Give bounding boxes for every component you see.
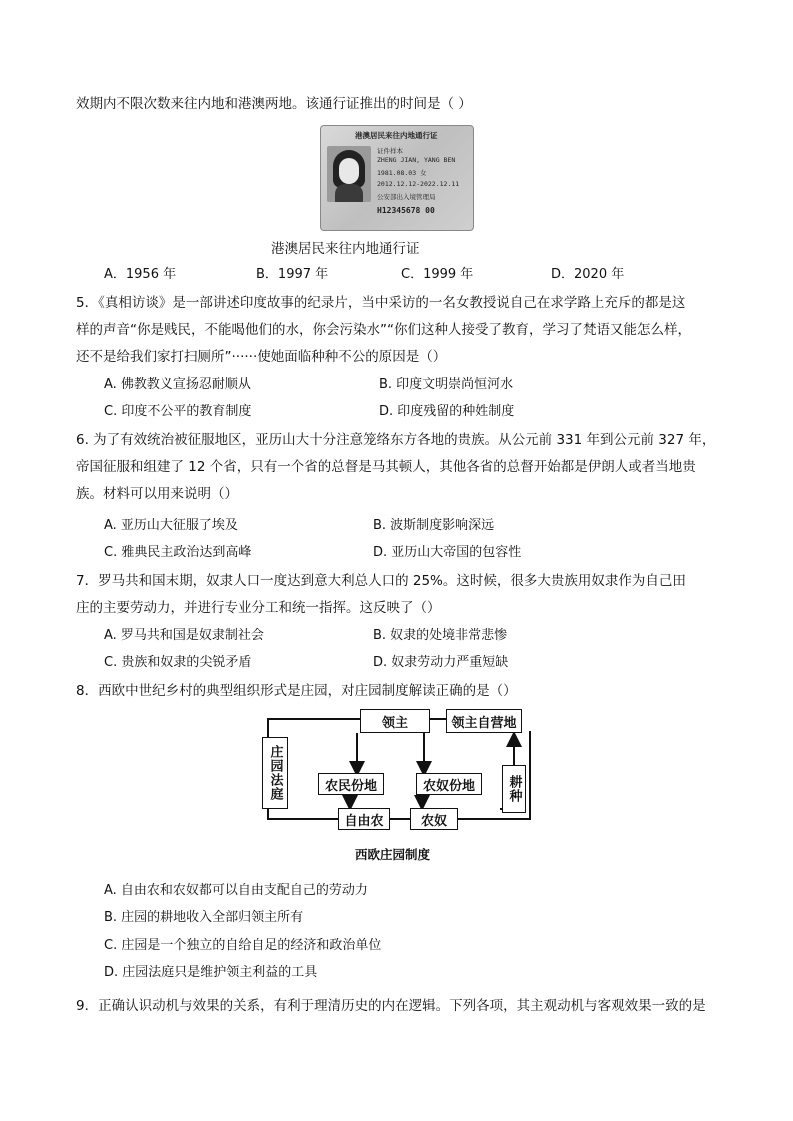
q4-option-b[interactable]: B．1997 年 xyxy=(256,267,329,282)
portrait-photo xyxy=(327,146,371,202)
card-line-2: ZHENG JIAN, YANG BEN xyxy=(377,156,456,164)
card-header: 港澳居民来往内地通行证 xyxy=(355,131,438,140)
q6-option-c[interactable]: C. 雅典民主政治达到高峰 xyxy=(104,545,252,560)
q6-option-a[interactable]: A. 亚历山大征服了埃及 xyxy=(104,518,238,533)
diagram-free-peasant: 自由农 xyxy=(338,808,390,830)
q7-option-b[interactable]: B. 奴隶的处境非常悲惨 xyxy=(373,628,508,643)
manor-system-diagram xyxy=(262,707,539,835)
q6-stem-line-2: 帝国征服和组建了 12 个省，只有一个省的总督是马其顿人，其他各省的总督开始都是伊朗人或者当地贵 xyxy=(76,459,696,475)
q7-option-a[interactable]: A. 罗马共和国是奴隶制社会 xyxy=(104,628,264,643)
q6-option-b[interactable]: B. 波斯制度影响深远 xyxy=(373,518,495,533)
q4-option-c[interactable]: C．1999 年 xyxy=(401,267,474,282)
q8-stem: 8．西欧中世纪乡村的典型组织形式是庄园，对庄园制度解读正确的是（） xyxy=(76,683,517,699)
q5-option-b[interactable]: B. 印度文明崇尚恒河水 xyxy=(379,377,514,392)
q5-option-c[interactable]: C. 印度不公平的教育制度 xyxy=(104,404,252,419)
q6-stem-line-3: 族。材料可以用来说明（） xyxy=(76,486,238,502)
q8-option-b[interactable]: B. 庄园的耕地收入全部归领主所有 xyxy=(104,910,304,925)
q5-stem-line-1: 5．《真相访谈》是一部讲述印度故事的纪录片，当中采访的一名女教授说自己在求学路上充斥的都是这 xyxy=(76,295,686,311)
q7-option-d[interactable]: D. 奴隶劳动力严重短缺 xyxy=(373,655,509,670)
q5-option-d[interactable]: D. 印度残留的种姓制度 xyxy=(379,404,515,419)
q5-option-a[interactable]: A. 佛教教义宣扬忍耐顺从 xyxy=(104,377,251,392)
diagram-peasant-land: 农民份地 xyxy=(318,773,384,795)
diagram-demesne: 领主自营地 xyxy=(446,709,522,733)
q6-option-d[interactable]: D. 亚历山大帝国的包容性 xyxy=(373,545,522,560)
q8-option-a[interactable]: A. 自由农和农奴都可以自由支配自己的劳动力 xyxy=(104,883,368,898)
q7-option-c[interactable]: C. 贵族和奴隶的尖锐矛盾 xyxy=(104,655,252,670)
q9-stem: 9．正确认识动机与效果的关系，有利于理清历史的内在逻辑。下列各项，其主观动机与客观效果一致的是 xyxy=(76,998,706,1014)
q7-stem-line-1: 7．罗马共和国末期，奴隶人口一度达到意大利总人口的 25%。这时候，很多大贵族用奴隶作为自己田 xyxy=(76,573,686,589)
card-line-3: 1981.08.03 女 xyxy=(377,169,427,177)
q6-stem-line-1: 6. 为了有效统治被征服地区，亚历山大十分注意笼络东方各地的贵族。从公元前 331 年到公元前 327 年， xyxy=(76,432,716,448)
card-line-4: 2012.12.12-2022.12.11 xyxy=(377,180,460,188)
diagram-serf-land: 农奴份地 xyxy=(416,773,482,795)
q4-option-a[interactable]: A．1956 年 xyxy=(104,267,177,282)
q8-option-c[interactable]: C. 庄园是一个独立的自给自足的经济和政治单位 xyxy=(104,938,382,953)
q5-stem-line-2: 样的声音“你是贱民，不能喝他们的水，你会污染水”“你们这种人接受了教育，学习了梵语又能怎么样， xyxy=(76,322,691,338)
diagram-manor-court: 庄园法庭 xyxy=(262,737,288,809)
q8-diagram-caption: 西欧庄园制度 xyxy=(355,847,431,862)
id-card-image xyxy=(320,125,474,231)
q5-stem-line-3: 还不是给我们家打扫厕所”······使她面临种种不公的原因是（） xyxy=(76,349,447,365)
q4-option-d[interactable]: D．2020 年 xyxy=(551,267,625,282)
q7-stem-line-2: 庄的主要劳动力，并进行专业分工和统一指挥。这反映了（） xyxy=(76,600,441,616)
q4-stem-tail: 效期内不限次数来往内地和港澳两地。该通行证推出的时间是（ ） xyxy=(76,96,472,112)
card-line-1: 证件样本 xyxy=(377,147,403,155)
q4-image-caption: 港澳居民来往内地通行证 xyxy=(271,241,420,257)
diagram-cultivate: 耕种 xyxy=(502,765,526,813)
diagram-serf: 农奴 xyxy=(410,808,458,830)
diagram-lord: 领主 xyxy=(360,709,430,733)
card-line-5: 公安部出入境管理局 xyxy=(377,193,436,201)
q8-option-d[interactable]: D. 庄园法庭只是维护领主利益的工具 xyxy=(104,965,318,980)
card-id-number: H12345678 00 xyxy=(377,206,435,215)
